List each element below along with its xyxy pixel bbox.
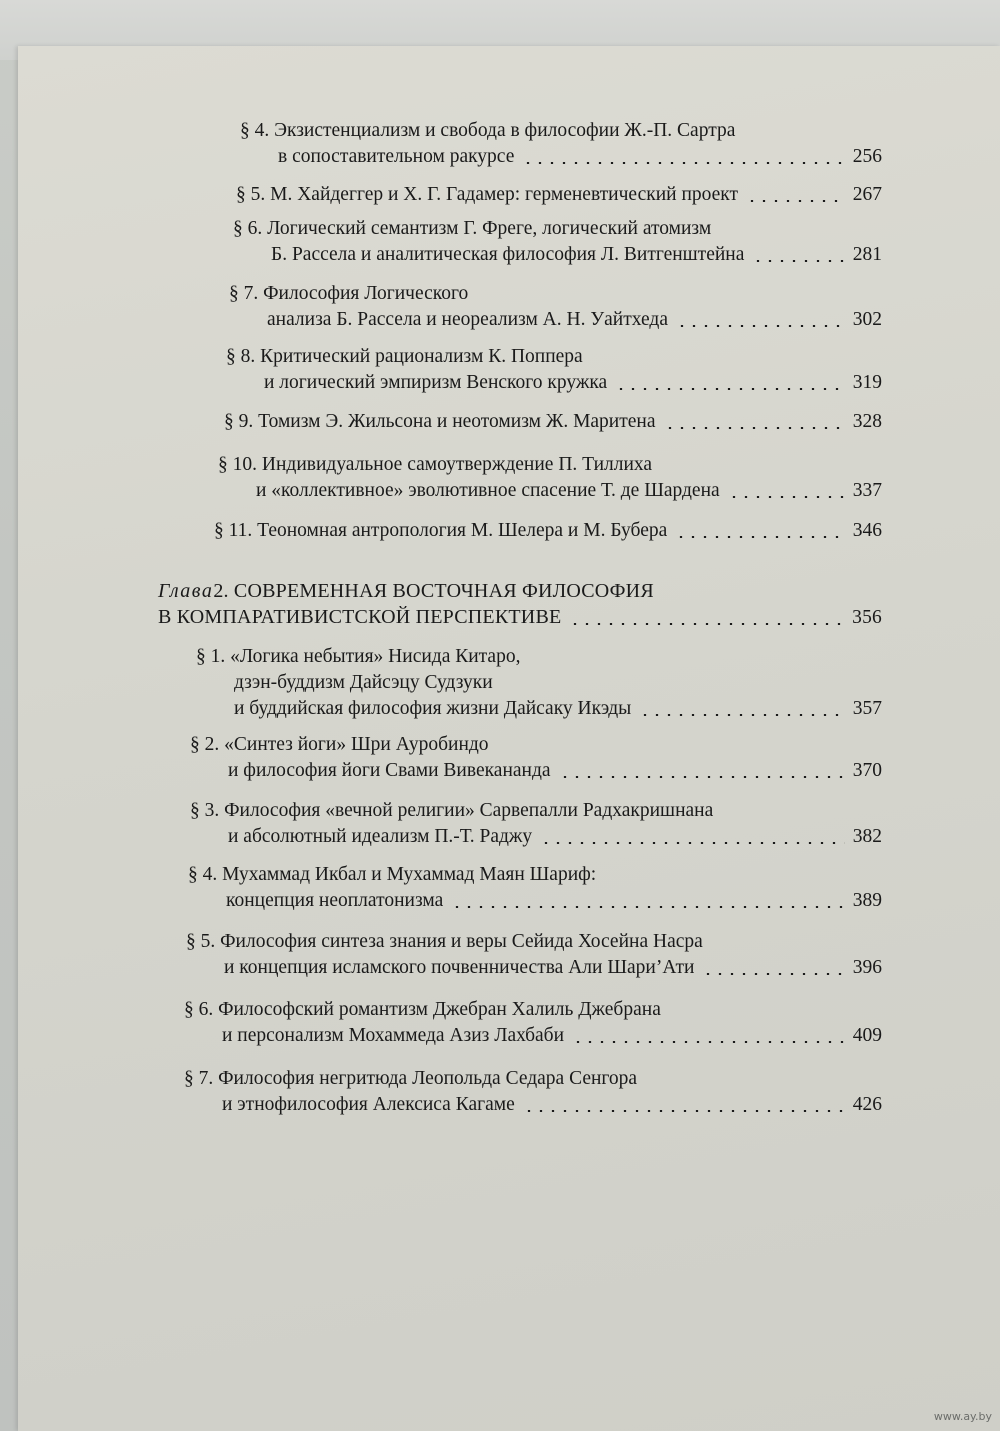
entry-title-line: § 3. Философия «вечной религии» Сарвепалли Радхакришнана <box>190 800 714 821</box>
page-number: 426 <box>852 1094 882 1115</box>
toc-entry <box>224 409 882 435</box>
page-number: 356 <box>852 607 882 628</box>
entry-title-line: § 8. Критический рационализм К. Поппера <box>226 346 583 367</box>
toc-entry <box>229 281 882 333</box>
watermark: www.ay.by <box>933 1410 992 1423</box>
toc-entry <box>190 732 882 784</box>
chapter-label: Глава <box>158 580 214 602</box>
page-number: 357 <box>852 698 882 719</box>
page-number: 370 <box>852 760 882 781</box>
toc-entry <box>184 1066 882 1118</box>
entry-title-line: § 10. Индивидуальное самоутверждение П. Тиллиха <box>218 454 653 475</box>
dot-leader <box>702 973 844 975</box>
entry-title-line: § 2. «Синтез йоги» Шри Ауробиндо <box>190 734 489 755</box>
entry-title-line: анализа Б. Рассела и неореализм А. Н. Уайтхеда <box>267 309 668 330</box>
toc-entry <box>233 216 882 268</box>
page-number: 409 <box>852 1025 882 1046</box>
toc-entry <box>190 798 882 850</box>
entry-title-line: § 6. Логический семантизм Г. Фреге, логический атомизм <box>233 218 712 239</box>
entry-title-line: и этнофилософия Алексиса Кагаме <box>222 1094 515 1115</box>
toc-entry <box>226 344 882 396</box>
entry-title-line: и концепция исламского почвенничества Али Шари’Ати <box>224 957 695 978</box>
page-number: 337 <box>852 480 882 501</box>
dot-leader <box>572 1041 845 1043</box>
dot-leader <box>522 162 844 164</box>
page-number: 267 <box>852 184 882 205</box>
dot-leader <box>569 623 844 625</box>
toc-entry <box>214 518 882 544</box>
entry-title-line: § 4. Мухаммад Икбал и Мухаммад Маян Шариф: <box>188 864 597 885</box>
dot-leader <box>676 325 845 327</box>
dot-leader <box>540 842 845 844</box>
entry-title-line: § 9. Томизм Э. Жильсона и неотомизм Ж. Маритена <box>224 411 656 432</box>
page-number: 256 <box>852 146 882 167</box>
chapter-title-line: В КОМПАРАТИВИСТСКОЙ ПЕРСПЕКТИВЕ <box>158 606 562 628</box>
chapter-title-line: 2. СОВРЕМЕННАЯ ВОСТОЧНАЯ ФИЛОСОФИЯ <box>213 580 654 602</box>
dot-leader <box>675 536 844 538</box>
entry-title-line: и философия йоги Свами Вивекананда <box>228 760 551 781</box>
toc-entry <box>188 862 882 914</box>
entry-title-line: § 6. Философский романтизм Джебран Халиль Джебрана <box>184 999 661 1020</box>
entry-title-line: § 7. Философия негритюда Леопольда Седара Сенгора <box>184 1068 638 1089</box>
page-number: 328 <box>852 411 882 432</box>
entry-title-line: Б. Рассела и аналитическая философия Л. Витгенштейна <box>271 244 745 265</box>
dot-leader <box>752 260 844 262</box>
entry-title-line: и буддийская философия жизни Дайсаку Икэды <box>234 698 632 719</box>
table-of-contents <box>18 46 1000 1431</box>
toc-entry <box>218 452 882 504</box>
entry-title-line: дзэн-буддизм Дайсэцу Судзуки <box>234 672 493 693</box>
entry-title-line: § 5. Философия синтеза знания и веры Сейида Хосейна Насра <box>186 931 703 952</box>
entry-title-line: § 4. Экзистенциализм и свобода в философии Ж.-П. Сартра <box>240 120 736 141</box>
entry-title-line: и логический эмпиризм Венского кружка <box>264 372 608 393</box>
dot-leader <box>615 388 845 390</box>
dot-leader <box>639 714 845 716</box>
toc-entry <box>196 644 882 722</box>
entry-title-line: в сопоставительном ракурсе <box>278 146 515 167</box>
page-number: 281 <box>852 244 882 265</box>
page-number: 389 <box>852 890 882 911</box>
toc-entry <box>236 182 882 208</box>
entry-title-line: § 7. Философия Логического <box>229 283 469 304</box>
dot-leader <box>523 1110 845 1112</box>
entry-title-line: и абсолютный идеализм П.-Т. Раджу <box>228 826 533 847</box>
toc-entry <box>186 929 882 981</box>
dot-leader <box>728 496 845 498</box>
page-number: 396 <box>852 957 882 978</box>
entry-title-line: концепция неоплатонизма <box>226 890 444 911</box>
book-page <box>18 46 1000 1431</box>
dot-leader <box>559 776 845 778</box>
dot-leader <box>664 427 845 429</box>
toc-entry <box>184 997 882 1049</box>
page-number: 382 <box>852 826 882 847</box>
dot-leader <box>746 200 845 202</box>
entry-title-line: и «коллективное» эволютивное спасение Т. де Шардена <box>256 480 720 501</box>
entry-title-line: § 11. Теономная антропология М. Шелера и М. Бубера <box>214 520 668 541</box>
toc-entry <box>240 118 882 170</box>
dot-leader <box>451 906 845 908</box>
page-number: 319 <box>852 372 882 393</box>
entry-title-line: и персонализм Мохаммеда Азиз Лахбаби <box>222 1025 565 1046</box>
page-number: 302 <box>852 309 882 330</box>
page-number: 346 <box>852 520 882 541</box>
entry-title-line: § 5. М. Хайдеггер и Х. Г. Гадамер: герменевтический проект <box>236 184 739 205</box>
entry-title-line: § 1. «Логика небытия» Нисида Китаро, <box>196 646 521 667</box>
chapter-heading <box>158 578 882 631</box>
